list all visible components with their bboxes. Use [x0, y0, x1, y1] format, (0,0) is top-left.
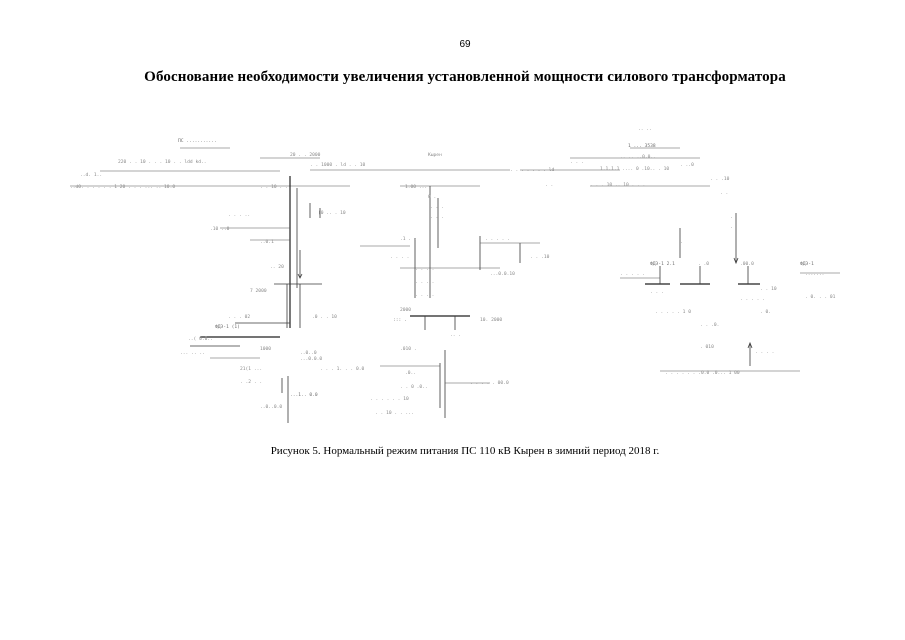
svg-text:. . . . . . . ld: . . . . . . . ld — [510, 168, 555, 173]
svg-text:. . . . . 1 0: . . . . . 1 0 — [655, 310, 691, 315]
svg-text:. . .10: . . .10 — [530, 255, 550, 260]
svg-text:10. 2000: 10. 2000 — [480, 318, 503, 323]
svg-text:..0..0: ..0..0 — [300, 351, 317, 356]
svg-text:. . . . .: . . . . . — [740, 297, 765, 302]
left-section — [70, 138, 390, 423]
svg-text:. .: . . — [545, 183, 554, 188]
svg-text:. . . . .: . . . . . — [485, 237, 510, 242]
document-title: Обоснование необходимости увеличения установленной мощности силового трансформатора — [144, 69, 786, 85]
svg-text:. ..0: . ..0 — [680, 163, 694, 168]
svg-text:. . . 1. . . 0.0: . . . 1. . . 0.0 — [320, 367, 365, 372]
svg-text:.0 . . 10: .0 . . 10 — [312, 315, 337, 320]
center-section — [360, 152, 550, 418]
svg-text:. . . .: . . . . — [390, 255, 410, 260]
svg-text:20 . . 2000: 20 . . 2000 — [290, 153, 321, 158]
svg-text:. 0. . . 01: . 0. . . 01 — [805, 295, 836, 300]
svg-text:. . 10 . . ...: . . 10 . . ... — [375, 411, 414, 416]
svg-text:. .0: . .0 — [698, 262, 710, 267]
svg-text:0 .: 0 . — [428, 195, 437, 200]
svg-text:.1 . .: .1 . . — [400, 237, 417, 242]
svg-text:ПС ...........: ПС ........... — [178, 139, 217, 144]
right-section — [510, 127, 840, 376]
svg-text:1000: 1000 — [260, 347, 272, 352]
svg-text:. .: . . — [720, 191, 729, 196]
svg-text:. 0.: . 0. — [760, 310, 772, 315]
svg-text:. . .: . . . — [650, 290, 664, 295]
svg-text:7 2000: 7 2000 — [250, 289, 267, 294]
svg-text:. . . . .: . . . . . — [620, 272, 645, 277]
page-number: 69 — [459, 39, 471, 50]
svg-text:. . . .: . . . . — [415, 280, 435, 285]
svg-text:ФДЭ-1: ФДЭ-1 — [800, 262, 814, 267]
svg-text:.......: ....... — [805, 272, 825, 277]
svg-text:. . .: . . . — [570, 160, 584, 165]
svg-text:. . 10 . .: . . 10 . . — [260, 185, 288, 190]
svg-text:.. ..: .. .. — [638, 127, 652, 132]
svg-text:.0..: .0.. — [405, 371, 417, 376]
svg-text:1 ... 3538: 1 ... 3538 — [628, 144, 656, 149]
svg-text:...0.0.10: ...0.0.10 — [490, 272, 515, 277]
svg-text:. . . 10 .. 10 . . .: . . . 10 .. 10 . . . — [590, 183, 646, 188]
svg-text:.: . — [680, 240, 683, 245]
svg-text:21(1 ...: 21(1 ... — [240, 367, 263, 372]
svg-text:...1.. 0.0: ...1.. 0.0 — [290, 393, 318, 398]
svg-text:.. .: .. . — [450, 333, 462, 338]
svg-text:.. .. ..0.0..: .. .. ..0.0.. — [620, 155, 656, 160]
svg-text:ФДЭ-1 (1): ФДЭ-1 (1) — [215, 325, 240, 330]
svg-text:. . . . . . 10: . . . . . . 10 — [370, 397, 409, 402]
svg-text:1.00 ...: 1.00 ... — [405, 185, 428, 190]
svg-text:. . .: . . . — [430, 205, 444, 210]
svg-text:.10 ..0: .10 ..0 — [210, 227, 230, 232]
svg-text:. . . 02: . . . 02 — [228, 315, 251, 320]
svg-text:.: . — [730, 215, 733, 220]
svg-text:..d0. . . . . . 1 20 . . . .: ..d0. . . . . . 1 20 . . . ... .. 10.0 — [70, 185, 176, 190]
svg-text:. . .0.: . . .0. — [700, 323, 720, 328]
svg-text:2000: 2000 — [400, 308, 412, 313]
svg-text:. 010: . 010 — [700, 345, 714, 350]
svg-text:. . . . . . .0.0 .0... 1 00: . . . . . . .0.0 .0... 1 00 — [665, 371, 740, 376]
svg-text:. . . .: . . . . — [415, 293, 435, 298]
svg-text:..0.1: ..0.1 — [260, 240, 274, 245]
svg-text:. . . ..: . . . .. — [228, 213, 251, 218]
svg-text:. . . .: . . . . — [415, 267, 435, 272]
svg-text:. . . . . 00.0: . . . . . 00.0 — [470, 381, 509, 386]
svg-text:...0.0.0: ...0.0.0 — [300, 357, 323, 362]
svg-text:. . .10: . . .10 — [710, 177, 730, 182]
svg-text:..( 0.0..: ..( 0.0.. — [188, 337, 213, 342]
svg-text:.. 20: .. 20 — [270, 265, 284, 270]
svg-text:... .. ..: ... .. .. — [180, 351, 205, 356]
svg-text:.00.0: .00.0 — [740, 262, 754, 267]
svg-text:.: . — [730, 225, 733, 230]
svg-text:. . 0 .0..: . . 0 .0.. — [400, 385, 428, 390]
svg-text:. .2 . .: . .2 . . — [240, 380, 263, 385]
svg-text:. . .: . . . — [430, 215, 444, 220]
svg-text:. . 10: . . 10 — [760, 287, 777, 292]
svg-text:.010 .: .010 . — [400, 347, 417, 352]
single-line-schematic — [60, 118, 860, 428]
svg-text:. . 1000 . ld . . 10: . . 1000 . ld . . 10 — [310, 163, 366, 168]
figure-caption: Рисунок 5. Нормальный режим питания ПС 110 кВ Кырен в зимний период 2018 г. — [270, 445, 660, 457]
svg-text:1.1.1.1 .... 0 .10.. . 10: 1.1.1.1 .... 0 .10.. . 10 — [600, 167, 670, 172]
svg-text:..d. 1..: ..d. 1.. — [80, 173, 103, 178]
svg-text:. . . .: . . . . — [755, 350, 775, 355]
svg-text:[0 .. . 10: [0 .. . 10 — [318, 211, 346, 216]
svg-text:..0..0.0: ..0..0.0 — [260, 405, 283, 410]
svg-text:ФДЭ-1 2.1: ФДЭ-1 2.1 — [650, 262, 675, 267]
svg-text:Кырен: Кырен — [428, 153, 442, 158]
power-network-diagram — [60, 118, 860, 428]
svg-text:220 . . 10 . . . 10 . . ldd kd: 220 . . 10 . . . 10 . . ldd kd.. — [118, 160, 207, 165]
svg-text:::: .: ::: . — [393, 318, 407, 323]
